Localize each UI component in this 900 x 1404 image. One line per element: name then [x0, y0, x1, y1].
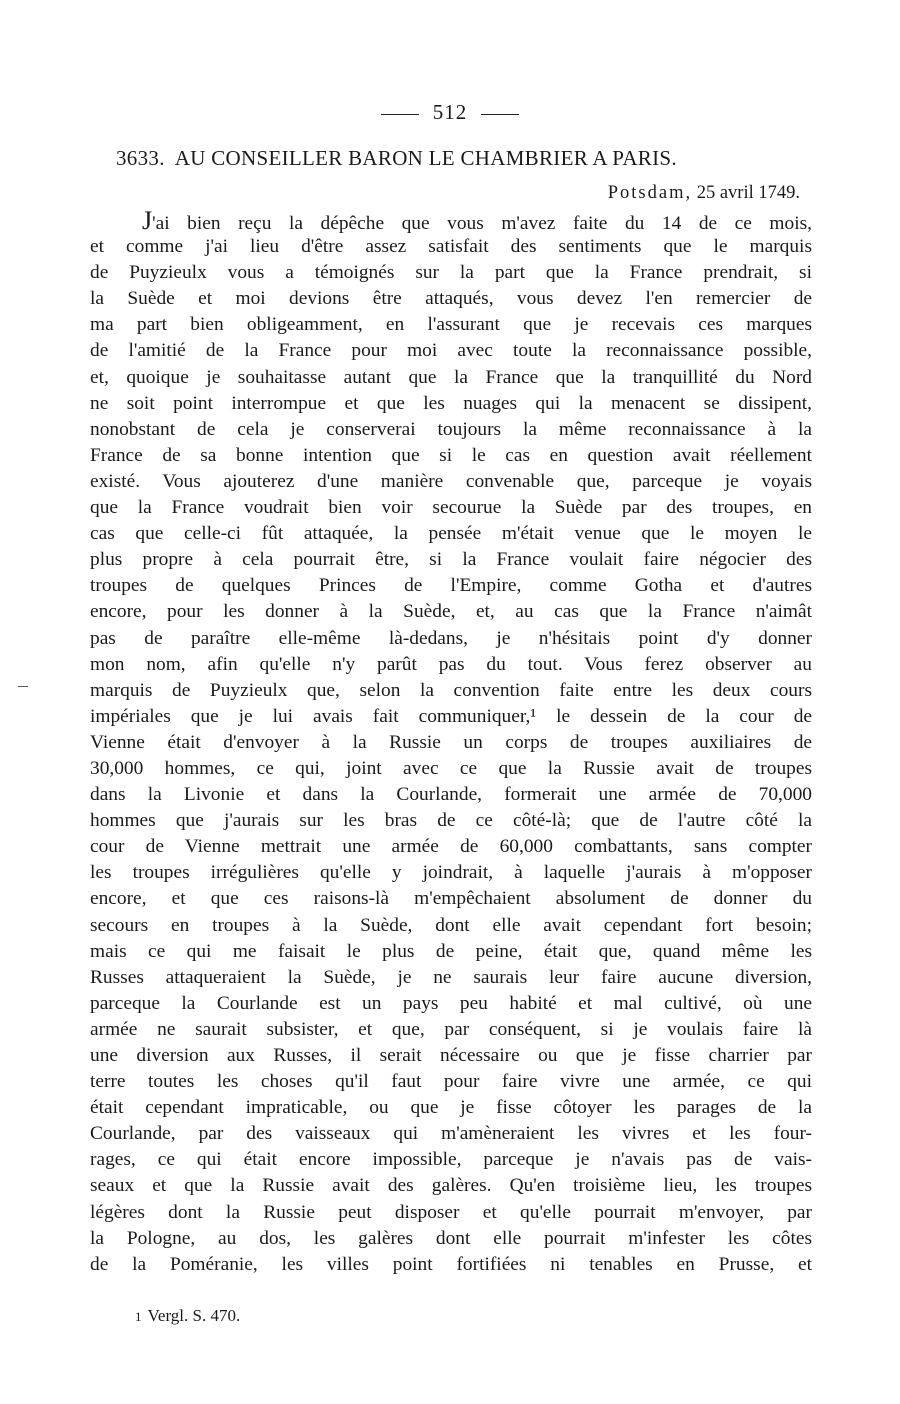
body-line: cas que celle-ci fût attaquée, la pensée m'était venue que le moyen le	[90, 523, 812, 545]
body-line: terre toutes les choses qu'il faut pour faire vivre une armée, ce qui	[90, 1071, 812, 1093]
body-line: était cependant impraticable, ou que je fisse côtoyer les parages de la	[90, 1097, 812, 1119]
body-line: Courlande, par des vaisseaux qui m'amèneraient les vivres et les four-	[90, 1123, 812, 1145]
page-number-dash-left	[381, 114, 419, 115]
body-line: existé. Vous ajouterez d'une manière convenable que, parceque je voyais	[90, 470, 812, 492]
body-line: la Pologne, au dos, les galères dont elle pourrait m'infester les côtes	[90, 1227, 812, 1249]
body-line: de Puyzieulx vous a témoignés sur la part que la France prendrait, si	[90, 262, 812, 284]
body-line: J'ai bien reçu la dépêche que vous m'avez faite du 14 de ce mois,	[142, 208, 812, 235]
body-line: armée ne saurait subsister, et que, par conséquent, si je voulais faire là	[90, 1018, 812, 1040]
body-line: Russes attaqueraient la Suède, je ne saurais leur faire aucune diversion,	[90, 966, 812, 988]
body-line: pas de paraître elle-même là-dedans, je n'hésitais point d'y donner	[90, 627, 812, 649]
dateline-place: Potsdam,	[607, 183, 693, 203]
body-line: 30,000 hommes, ce qui, joint avec ce que la Russie avait de troupes	[90, 757, 812, 779]
body-line: encore, pour les donner à la Suède, et, au cas que la France n'aimât	[90, 601, 812, 623]
letter-heading	[116, 146, 816, 171]
body-line: hommes que j'aurais sur les bras de ce côté-là; que de l'autre côté la	[90, 810, 812, 832]
body-line: marquis de Puyzieulx que, selon la convention faite entre les deux cours	[90, 679, 812, 701]
footnote-mark: 1	[135, 1309, 142, 1324]
letter-number: 3633.	[116, 146, 165, 170]
body-line: seaux et que la Russie avait des galères. Qu'en troisième lieu, les troupes	[90, 1175, 812, 1197]
body-line: et, quoique je souhaitasse autant que la France que la tranquillité du Nord	[90, 366, 812, 388]
body-line: ne soit point interrompue et que les nuages qui la menacent se dissipent,	[90, 392, 812, 414]
margin-mark	[18, 686, 28, 687]
body-line: la Suède et moi devions être attaqués, vous devez l'en remercier de	[90, 288, 812, 310]
body-line: mais ce qui me faisait le plus de peine, était que, quand même les	[90, 940, 812, 962]
body-line: Vienne était d'envoyer à la Russie un corps de troupes auxiliaires de	[90, 731, 812, 753]
body-line: les troupes irrégulières qu'elle y joindrait, à laquelle j'aurais à m'opposer	[90, 862, 812, 884]
body-line: troupes de quelques Princes de l'Empire, comme Gotha et d'autres	[90, 575, 812, 597]
body-line: une diversion aux Russes, il serait nécessaire ou que je fisse charrier par	[90, 1045, 812, 1066]
letter-title: AU CONSEILLER BARON LE CHAMBRIER A PARIS.	[174, 146, 677, 170]
body-line: ma part bien obligeamment, en l'assurant que je recevais ces marques	[90, 314, 812, 336]
body-line: encore, et que ces raisons-là m'empêchaient absolument de donner du	[90, 888, 812, 910]
page-number-value: 512	[432, 100, 468, 124]
body-line: impériales que je lui avais fait communiquer,¹ le dessein de la cour de	[90, 705, 812, 727]
body-line: parceque la Courlande est un pays peu habité et mal cultivé, où une	[90, 992, 812, 1014]
body-line: secours en troupes à la Suède, dont elle avait cependant fort besoin;	[90, 914, 812, 936]
page-number-dash-right	[481, 114, 519, 115]
body-line: légères dont la Russie peut disposer et qu'elle pourrait m'envoyer, par	[90, 1201, 812, 1223]
body-line: et comme j'ai lieu d'être assez satisfait des sentiments que le marquis	[90, 236, 812, 258]
dateline-date: 25 avril 1749.	[696, 183, 800, 203]
dateline	[608, 183, 800, 204]
body-line: dans la Livonie et dans la Courlande, formerait une armée de 70,000	[90, 784, 812, 806]
footnote-text: Vergl. S. 470.	[147, 1306, 241, 1325]
drop-cap: J	[142, 208, 153, 235]
body-line: de la Poméranie, les villes point fortifiées ni tenables en Prusse, et	[90, 1253, 812, 1275]
body-line: plus propre à cela pourrait être, si la France voulait faire négocier des	[90, 549, 812, 571]
page-number	[0, 100, 900, 125]
body-line: que la France voudrait bien voir secourue la Suède par des troupes, en	[90, 497, 812, 519]
body-line: cour de Vienne mettrait une armée de 60,000 combattants, sans compter	[90, 836, 812, 858]
body-line: de l'amitié de la France pour moi avec toute la reconnaissance possible,	[90, 340, 812, 362]
body-line: mon nom, afin qu'elle n'y parût pas du tout. Vous ferez observer au	[90, 653, 812, 675]
body-line: nonobstant de cela je conserverai toujours la même reconnaissance à la	[90, 418, 812, 440]
body-line: France de sa bonne intention que si le cas en question avait réellement	[90, 444, 812, 466]
body-line: rages, ce qui était encore impossible, parceque je n'avais pas de vais-	[90, 1149, 812, 1171]
letter-body	[90, 208, 812, 1278]
footnote	[135, 1306, 240, 1326]
